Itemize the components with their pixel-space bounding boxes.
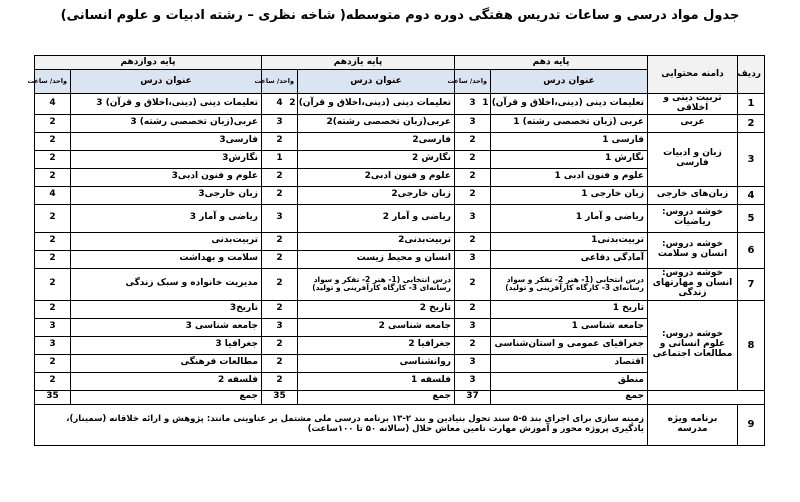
course-grade-12: تعلیمات دینی (دینی،اخلاق و قرآن) 3	[71, 94, 262, 115]
units-grade-11: 2	[262, 186, 298, 204]
units-grade-11: 2	[262, 250, 298, 268]
totals-row	[35, 390, 765, 404]
units-grade-12: 2	[35, 372, 71, 390]
units-grade-10: 2	[455, 150, 491, 168]
course-grade-10: آمادگی دفاعی	[491, 250, 648, 268]
course-grade-11: فلسفه 1	[298, 372, 455, 390]
course-grade-12: تاریخ3	[71, 300, 262, 318]
units-grade-10: 2	[455, 168, 491, 186]
units-grade-11: 1	[262, 150, 298, 168]
course-grade-10: نگارش 1	[491, 150, 648, 168]
course-grade-11: تعلیمات دینی (دینی،اخلاق و قرآن) 2	[298, 94, 455, 115]
units-grade-11: 2	[262, 300, 298, 318]
course-grade-12: نگارش3	[71, 150, 262, 168]
units-grade-12: 2	[35, 132, 71, 150]
units-grade-10: 3	[455, 318, 491, 336]
course-grade-12: فلسفه 2	[71, 372, 262, 390]
totals-spacer	[648, 390, 765, 404]
course-grade-10: درس انتخابی (1- هنر 2- تفکر و سواد رسانه‌ای 3- کارگاه کارآفرینی و تولید)	[491, 268, 648, 300]
units-grade-12: 2	[35, 114, 71, 132]
table-row	[35, 300, 765, 318]
units-grade-12: 4	[35, 94, 71, 115]
table-row	[35, 132, 765, 150]
course-grade-12: مدیریت خانواده و سبک زندگی	[71, 268, 262, 300]
course-grade-10: عربی (زبان تخصصی رشته) 1	[491, 114, 648, 132]
header-grade-11: پایه یازدهم	[262, 56, 455, 70]
units-grade-11: 2	[262, 132, 298, 150]
total-units-11: 35	[262, 390, 298, 404]
course-grade-11: روانشناسی	[298, 354, 455, 372]
units-grade-11: 3	[262, 114, 298, 132]
units-grade-10: 3	[455, 94, 491, 115]
units-grade-10: 3	[455, 354, 491, 372]
header-grade-10: پایه دهم	[455, 56, 648, 70]
units-grade-12: 2	[35, 268, 71, 300]
domain-name: تربیت دینی و اخلاقی	[648, 94, 738, 115]
course-grade-10: زبان خارجی 1	[491, 186, 648, 204]
course-grade-11: نگارش 2	[298, 150, 455, 168]
course-grade-12: سلامت و بهداشت	[71, 250, 262, 268]
course-grade-10: تعلیمات دینی (دینی،اخلاق و قرآن) 1	[491, 94, 648, 115]
units-grade-12: 2	[35, 232, 71, 250]
course-grade-11: زبان خارجی2	[298, 186, 455, 204]
domain-name: زبان و ادبیات فارسی	[648, 132, 738, 186]
header-grade-12: پایه دوازدهم	[35, 56, 262, 70]
course-grade-11: جامعه شناسی 2	[298, 318, 455, 336]
course-grade-10: تربیت‌بدنی1	[491, 232, 648, 250]
table-row	[35, 232, 765, 250]
row-number: 2	[738, 114, 765, 132]
units-grade-11: 2	[262, 168, 298, 186]
units-grade-11: 2	[262, 354, 298, 372]
table-row	[35, 404, 765, 445]
row-number: 7	[738, 268, 765, 300]
course-grade-10: منطق	[491, 372, 648, 390]
curriculum-table	[27, 55, 765, 446]
units-grade-10: 2	[455, 300, 491, 318]
course-grade-10: جغرافیای عمومی و استان‌شناسی	[491, 336, 648, 354]
course-grade-11: تاریخ 2	[298, 300, 455, 318]
row-number: 6	[738, 232, 765, 268]
units-grade-12: 2	[35, 250, 71, 268]
units-grade-11: 4	[262, 94, 298, 115]
total-units-10: 37	[455, 390, 491, 404]
header-units-12: واحد/ ساعت	[35, 70, 71, 94]
course-grade-11: درس انتخابی (1- هنر 2- تفکر و سواد رسانه‌ای 3- کارگاه کارآفرینی و تولید)	[298, 268, 455, 300]
header-course-title-12: عنوان درس	[71, 70, 262, 94]
units-grade-10: 3	[455, 114, 491, 132]
page-title: جدول مواد درسی و ساعات تدریس هفتگی دوره دوم متوسطه( شاخه نظری – رشته ادبیات و علوم انسانی)	[60, 8, 740, 23]
domain-name: عربی	[648, 114, 738, 132]
units-grade-11: 2	[262, 336, 298, 354]
course-grade-12: عربی(زبان تخصصی رشته) 3	[71, 114, 262, 132]
row-number: 4	[738, 186, 765, 204]
header-units-11: واحد/ ساعت	[262, 70, 298, 94]
course-grade-12: علوم و فنون ادبی3	[71, 168, 262, 186]
course-grade-11: عربی(زبان تخصصی رشته)2	[298, 114, 455, 132]
course-grade-11: ریاضی و آمار 2	[298, 204, 455, 232]
table-row	[35, 114, 765, 132]
course-grade-12: تربیت‌بدنی	[71, 232, 262, 250]
units-grade-12: 2	[35, 150, 71, 168]
units-grade-11: 3	[262, 204, 298, 232]
domain-name: خوشه دروس: علوم انسانی و مطالعات اجتماعی	[648, 300, 738, 390]
units-grade-11: 2	[262, 232, 298, 250]
course-grade-12: زبان خارجی3	[71, 186, 262, 204]
units-grade-11: 3	[262, 318, 298, 336]
total-units-12: 35	[35, 390, 71, 404]
domain-name: برنامه ویژه مدرسه	[648, 404, 738, 445]
course-grade-10: تاریخ 1	[491, 300, 648, 318]
units-grade-11: 2	[262, 268, 298, 300]
special-program-note: زمینه سازی برای اجرای بند ۵-۵ سند تحول بنیادین و بند ۲-۱۳ برنامه درسی ملی مشتمل بر عناوینی مانند: پژوهش و ارائه خلاقانه (سمینار)، یادگیری پروژه محور و آموزش مهارت تامین معاش حلال (سالانه ۵۰ تا ۱۰۰ساعت)	[35, 404, 648, 445]
total-label-10: جمع	[491, 390, 648, 404]
domain-name: خوشه دروس: انسان و مهارتهای زندگی	[648, 268, 738, 300]
units-grade-10: 3	[455, 372, 491, 390]
units-grade-10: 3	[455, 250, 491, 268]
domain-name: زبان‌های خارجی	[648, 186, 738, 204]
table-row	[35, 268, 765, 300]
units-grade-10: 2	[455, 132, 491, 150]
units-grade-10: 2	[455, 336, 491, 354]
course-grade-11: جغرافیا 2	[298, 336, 455, 354]
units-grade-10: 2	[455, 186, 491, 204]
row-number: 1	[738, 94, 765, 115]
domain-name: خوشه دروس: انسان و سلامت	[648, 232, 738, 268]
course-grade-10: جامعه شناسی 1	[491, 318, 648, 336]
row-number: 5	[738, 204, 765, 232]
row-number: 3	[738, 132, 765, 186]
domain-name: خوشه دروس: ریاضیات	[648, 204, 738, 232]
header-course-title-10: عنوان درس	[491, 70, 648, 94]
table-row	[35, 186, 765, 204]
units-grade-10: 2	[455, 268, 491, 300]
units-grade-12: 2	[35, 204, 71, 232]
units-grade-10: 2	[455, 232, 491, 250]
units-grade-12: 2	[35, 354, 71, 372]
course-grade-12: مطالعات فرهنگی	[71, 354, 262, 372]
course-grade-10: علوم و فنون ادبی 1	[491, 168, 648, 186]
units-grade-12: 2	[35, 300, 71, 318]
units-grade-12: 4	[35, 186, 71, 204]
header-course-title-11: عنوان درس	[298, 70, 455, 94]
course-grade-10: ریاضی و آمار 1	[491, 204, 648, 232]
total-label-12: جمع	[71, 390, 262, 404]
table-row	[35, 94, 765, 115]
course-grade-11: فارسی2	[298, 132, 455, 150]
course-grade-11: انسان و محیط زیست	[298, 250, 455, 268]
units-grade-12: 3	[35, 318, 71, 336]
total-label-11: جمع	[298, 390, 455, 404]
course-grade-11: تربیت‌بدنی2	[298, 232, 455, 250]
units-grade-12: 3	[35, 336, 71, 354]
row-number: 8	[738, 300, 765, 390]
course-grade-11: علوم و فنون ادبی2	[298, 168, 455, 186]
units-grade-10: 3	[455, 204, 491, 232]
course-grade-10: فارسی 1	[491, 132, 648, 150]
header-row-no: ردیف	[738, 56, 765, 94]
course-grade-12: جغرافیا 3	[71, 336, 262, 354]
header-domain: دامنه محتوایی	[648, 56, 738, 94]
course-grade-12: ریاضی و آمار 3	[71, 204, 262, 232]
row-number: 9	[738, 404, 765, 445]
units-grade-11: 2	[262, 372, 298, 390]
units-grade-12: 2	[35, 168, 71, 186]
course-grade-10: اقتصاد	[491, 354, 648, 372]
table-row	[35, 204, 765, 232]
course-grade-12: جامعه شناسی 3	[71, 318, 262, 336]
header-units-10: واحد/ ساعت	[455, 70, 491, 94]
course-grade-12: فارسی3	[71, 132, 262, 150]
